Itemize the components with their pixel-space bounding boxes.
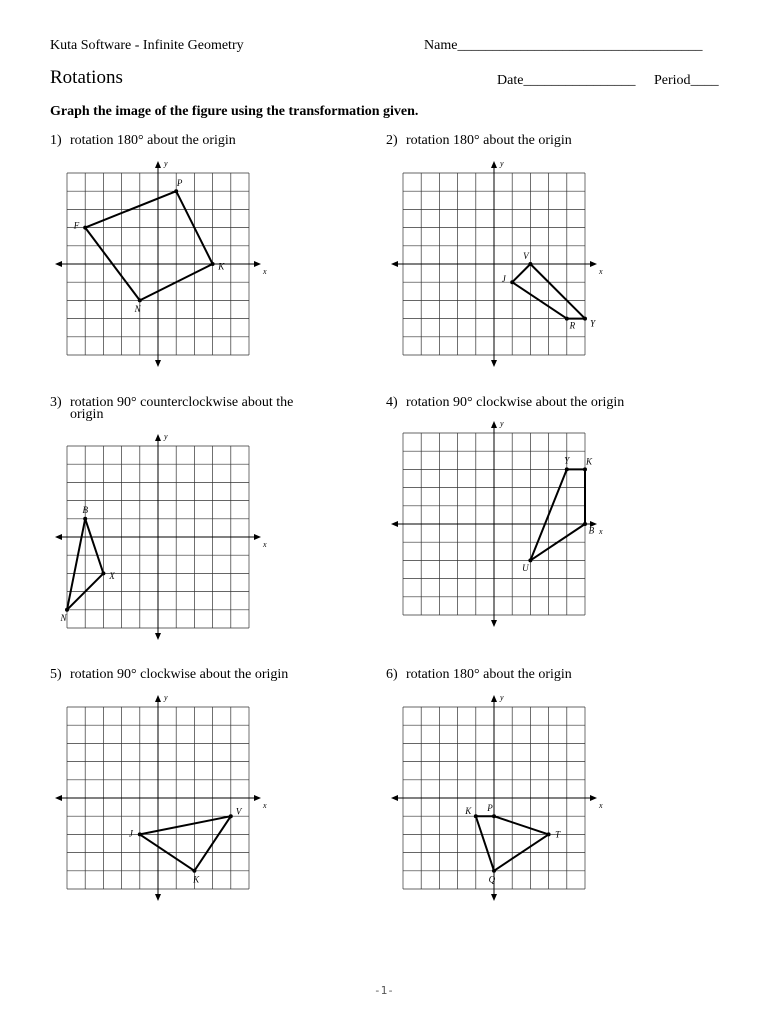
- vertex-label: K: [586, 456, 593, 467]
- vertex-label: F: [73, 220, 80, 231]
- arrow-down-icon: [491, 894, 497, 901]
- vertex-label: U: [522, 562, 529, 573]
- vertex-point[interactable]: [583, 467, 587, 471]
- y-axis-label: y: [164, 159, 168, 168]
- axes: [57, 436, 259, 638]
- vertex-point[interactable]: [528, 262, 532, 266]
- problem-description: rotation 90° counterclockwise about the: [70, 395, 294, 410]
- y-axis-label: y: [500, 159, 504, 168]
- date-line: ________________: [523, 73, 636, 88]
- vertex-label: Y: [590, 318, 596, 329]
- arrow-left-icon: [391, 795, 398, 801]
- vertex-label: T: [555, 829, 561, 840]
- y-axis-label: y: [500, 419, 504, 428]
- vertex-point[interactable]: [229, 814, 233, 818]
- problem-description: rotation 90° clockwise about the origin: [70, 667, 289, 682]
- period-label: Period: [654, 73, 691, 88]
- arrow-up-icon: [155, 695, 161, 702]
- vertex-point[interactable]: [528, 558, 532, 562]
- vertex-label: K: [218, 261, 225, 272]
- vertex-label: K: [465, 806, 472, 817]
- coordinate-grid-4[interactable]: [391, 419, 603, 627]
- y-axis-label: y: [164, 432, 168, 441]
- arrow-left-icon: [391, 261, 398, 267]
- vertex-label: V: [235, 806, 242, 817]
- arrow-up-icon: [155, 161, 161, 168]
- software-label: Kuta Software - Infinite Geometry: [50, 38, 244, 53]
- problem-number: 5): [50, 667, 62, 682]
- problem-description: rotation 180° about the origin: [406, 133, 572, 148]
- page-title: Rotations: [50, 67, 123, 88]
- period-line: ____: [690, 73, 719, 88]
- axes: [57, 163, 259, 365]
- arrow-up-icon: [491, 161, 497, 168]
- arrow-right-icon: [590, 795, 597, 801]
- arrow-up-icon: [491, 695, 497, 702]
- x-axis-label: x: [263, 267, 267, 276]
- arrow-right-icon: [254, 534, 261, 540]
- vertex-label: R: [569, 320, 576, 331]
- x-axis-label: x: [599, 267, 603, 276]
- arrow-down-icon: [155, 360, 161, 367]
- x-axis-label: x: [263, 540, 267, 549]
- arrow-left-icon: [55, 534, 62, 540]
- vertex-point[interactable]: [583, 522, 587, 526]
- problem-description: rotation 180° about the origin: [406, 667, 572, 682]
- arrow-left-icon: [391, 521, 398, 527]
- vertex-point[interactable]: [565, 317, 569, 321]
- problem-number: 1): [50, 133, 62, 148]
- vertex-point[interactable]: [138, 298, 142, 302]
- y-axis-label: y: [500, 693, 504, 702]
- vertex-point[interactable]: [492, 814, 496, 818]
- problem-description: rotation 180° about the origin: [70, 133, 236, 148]
- vertex-label: B: [82, 504, 88, 515]
- vertex-point[interactable]: [83, 517, 87, 521]
- problem-number: 6): [386, 667, 398, 682]
- vertex-point[interactable]: [492, 869, 496, 873]
- coordinate-grid-5[interactable]: [55, 693, 267, 901]
- vertex-label: K: [193, 874, 200, 885]
- coordinate-grid-1[interactable]: [55, 159, 267, 367]
- vertex-point[interactable]: [565, 467, 569, 471]
- vertex-point[interactable]: [174, 189, 178, 193]
- axes: [393, 163, 595, 365]
- vertex-label: J: [501, 274, 506, 285]
- arrow-up-icon: [155, 434, 161, 441]
- figure-polygon: [140, 816, 231, 871]
- instructions: Graph the image of the figure using the transformation given.: [50, 104, 419, 119]
- vertex-point[interactable]: [192, 869, 196, 873]
- vertex-label: V: [523, 251, 529, 262]
- vertex-label: P: [176, 177, 183, 188]
- y-axis-label: y: [164, 693, 168, 702]
- axes: [57, 697, 259, 899]
- page-number: -1-: [374, 984, 394, 997]
- arrow-down-icon: [491, 360, 497, 367]
- arrow-right-icon: [254, 795, 261, 801]
- vertex-point[interactable]: [583, 317, 587, 321]
- arrow-right-icon: [590, 261, 597, 267]
- vertex-point[interactable]: [474, 814, 478, 818]
- problem-number: 4): [386, 395, 398, 410]
- vertex-label: J: [128, 828, 133, 839]
- problem-description: rotation 90° clockwise about the origin: [406, 395, 625, 410]
- arrow-right-icon: [254, 261, 261, 267]
- vertex-point[interactable]: [547, 832, 551, 836]
- vertex-point[interactable]: [65, 608, 69, 612]
- arrow-down-icon: [155, 894, 161, 901]
- name-label: Name: [424, 38, 458, 53]
- coordinate-grid-6[interactable]: [391, 693, 603, 901]
- arrow-left-icon: [55, 795, 62, 801]
- problem-number: 3): [50, 395, 62, 410]
- coordinate-grid-3[interactable]: [55, 432, 267, 640]
- vertex-label: N: [134, 304, 141, 315]
- x-axis-label: x: [599, 527, 603, 536]
- arrow-up-icon: [491, 421, 497, 428]
- coordinate-grid-2[interactable]: [391, 159, 603, 367]
- name-line: ___________________________________: [457, 38, 703, 53]
- arrow-down-icon: [155, 633, 161, 640]
- problem-number: 2): [386, 133, 398, 148]
- vertex-point[interactable]: [83, 226, 87, 230]
- figure-polygon: [530, 469, 585, 560]
- axes: [393, 423, 595, 625]
- vertex-point[interactable]: [101, 571, 105, 575]
- vertex-label: X: [109, 571, 115, 582]
- x-axis-label: x: [599, 801, 603, 810]
- arrow-down-icon: [491, 620, 497, 627]
- vertex-label: P: [487, 803, 493, 814]
- vertex-point[interactable]: [211, 262, 215, 266]
- vertex-point[interactable]: [138, 832, 142, 836]
- arrow-left-icon: [55, 261, 62, 267]
- vertex-label: Q: [488, 874, 496, 885]
- problem-description-cont: origin: [70, 407, 104, 422]
- x-axis-label: x: [263, 801, 267, 810]
- vertex-label: Y: [564, 455, 570, 466]
- vertex-label: B: [588, 525, 595, 536]
- date-label: Date: [497, 73, 524, 88]
- vertex-label: N: [60, 613, 67, 624]
- vertex-point[interactable]: [510, 280, 514, 284]
